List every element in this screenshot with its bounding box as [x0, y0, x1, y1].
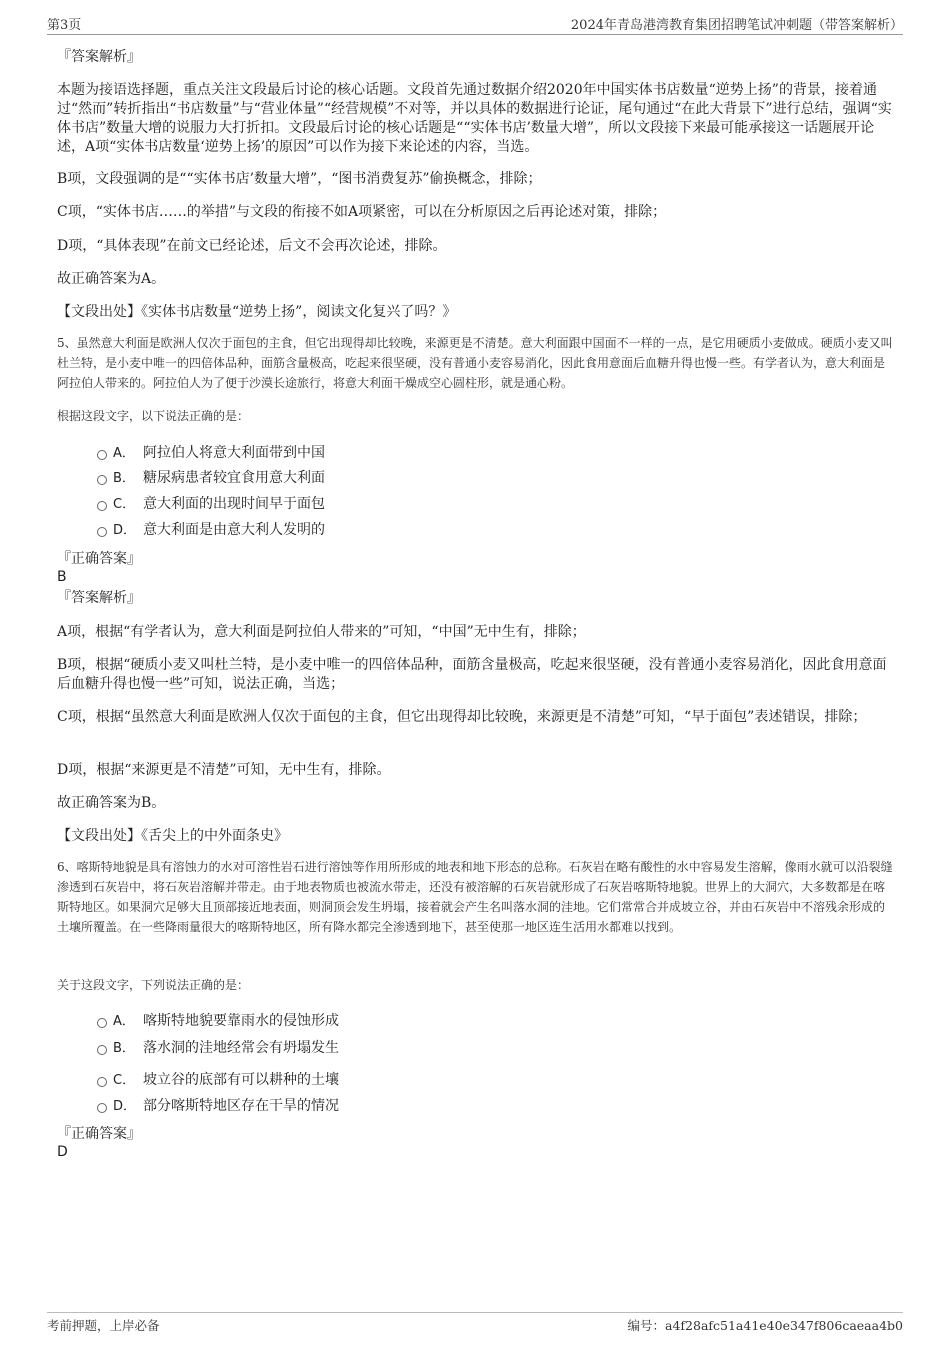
- q4-analysis-b: B项，文段强调的是““实体书店’数量大增”，“图书消费复苏”偷换概念，排除；: [57, 171, 542, 187]
- q5-conclusion: 故正确答案为B。: [57, 795, 166, 811]
- page-footer: [47, 1312, 903, 1336]
- q5-analysis-c: C项，根据“虽然意大利面是欧洲人仅次于面包的主食，但它出现得却比较晚，来源更是不清楚”可知，“早于面包”表述错误，排除；: [57, 709, 867, 725]
- q4-analysis-d: D项，“具体表现”在前文已经论述，后文不会再次论述，排除。: [57, 238, 447, 254]
- q6-option-b[interactable]: B． 落水洞的洼地经常会有坍塌发生: [97, 1038, 339, 1059]
- q5-option-c[interactable]: C． 意大利面的出现时间早于面包: [97, 494, 325, 515]
- q6-answer: D: [57, 1144, 68, 1160]
- q5-option-a[interactable]: A． 阿拉伯人将意大利面带到中国: [97, 443, 325, 464]
- radio-icon[interactable]: [97, 1077, 107, 1087]
- footer-slogan: 考前押题，上岸必备: [47, 1318, 160, 1333]
- radio-icon[interactable]: [97, 1045, 107, 1055]
- radio-icon[interactable]: [97, 527, 107, 537]
- q4-source: 【文段出处】《实体书店数量“逆势上扬”，阅读文化复兴了吗？》: [57, 304, 457, 320]
- q5-option-d[interactable]: D． 意大利面是由意大利人发明的: [97, 520, 325, 541]
- q4-conclusion: 故正确答案为A。: [57, 271, 166, 287]
- q5-answer-label: 『正确答案』: [57, 551, 141, 567]
- radio-icon[interactable]: [97, 450, 107, 460]
- q6-option-c[interactable]: C． 坡立谷的底部有可以耕种的土壤: [97, 1070, 339, 1091]
- q5-analysis-b: B项，根据“硬质小麦又叫杜兰特，是小麦中唯一的四倍体品种，面筋含量极高，吃起来很坚硬，没有普通小麦容易消化，因此食用意面后血糖升得也慢一些”可知，说法正确，当选；: [57, 657, 887, 692]
- q5-option-b[interactable]: B． 糖尿病患者较宜食用意大利面: [97, 468, 325, 489]
- page-number: 第3页: [47, 18, 82, 33]
- q6-option-a[interactable]: A． 喀斯特地貌要靠雨水的侵蚀形成: [97, 1011, 339, 1032]
- q6-passage: 6、喀斯特地貌是具有溶蚀力的水对可溶性岩石进行溶蚀等作用所形成的地表和地下形态的总称。石灰岩在略有酸性的水中容易发生溶解，像雨水就可以沿裂缝渗透到石灰岩中，将石灰岩溶解并带走。由于地表物质也被流水带走，还没有被溶解的石灰岩就形成了石灰岩喀斯特地貌。世界上的大洞穴，大多数都是在喀斯特地区。如果洞穴足够大且顶部接近地表面，则洞顶会发生坍塌，接着就会产生名叫落水洞的洼地。它们常常合并成坡立谷，并由石灰岩中不溶残余形成的土壤所覆盖。在一些降雨量很大的喀斯特地区，所有降水都完全渗透到地下，甚至使那一地区连生活用水都难以找到。: [57, 860, 893, 934]
- radio-icon[interactable]: [97, 1018, 107, 1028]
- radio-icon[interactable]: [97, 501, 107, 511]
- q4-analysis-label: 『答案解析』: [57, 49, 141, 65]
- q5-analysis-d: D项，根据“来源更是不清楚”可知，无中生有，排除。: [57, 762, 391, 778]
- radio-icon[interactable]: [97, 1103, 107, 1113]
- q5-analysis-label: 『答案解析』: [57, 590, 141, 606]
- q5-analysis-a: A项，根据“有学者认为，意大利面是阿拉伯人带来的”可知，“中国”无中生有，排除；: [57, 624, 586, 640]
- q5-answer: B: [57, 569, 67, 585]
- page-header: [47, 14, 903, 35]
- document-title: 2024年青岛港湾教育集团招聘笔试冲刺题（带答案解析）: [570, 18, 903, 33]
- q5-stem: 根据这段文字，以下说法正确的是：: [57, 409, 250, 423]
- q6-option-d[interactable]: D． 部分喀斯特地区存在干旱的情况: [97, 1096, 339, 1117]
- radio-icon[interactable]: [97, 475, 107, 485]
- document-id: 编号：a4f28afc51a41e40e347f806caeaa4b0: [627, 1318, 903, 1333]
- q4-analysis-c: C项，“实体书店……的举措”与文段的衔接不如A项紧密，可以在分析原因之后再论述对策，排除；: [57, 204, 667, 220]
- q4-analysis-main: 本题为接语选择题，重点关注文段最后讨论的核心话题。文段首先通过数据介绍2020年中国实体书店数量“逆势上扬”的背景，接着通过“然而”转折指出“书店数量”与“营业体量”“经营规模”不对等，并以具体的数据进行论证，尾句通过“在此大背景下”进行总结，强调“实体书店”数量大增的说服力大打折扣。文段最后讨论的核心话题是““实体书店’数量大增”，所以文段接下来最可能承接这一话题展开论述，A项“实体书店数量‘逆势上扬’的原因”可以作为接下来论述的内容，当选。: [57, 82, 892, 155]
- q6-stem: 关于这段文字，下列说法正确的是：: [57, 978, 250, 992]
- q6-answer-label: 『正确答案』: [57, 1126, 141, 1142]
- q5-source: 【文段出处】《舌尖上的中外面条史》: [57, 828, 288, 844]
- q5-passage: 5、虽然意大利面是欧洲人仅次于面包的主食，但它出现得却比较晚，来源更是不清楚。意大利面跟中国面不一样的一点，是它用硬质小麦做成。硬质小麦又叫杜兰特，是小麦中唯一的四倍体品种，面筋含量极高，吃起来很坚硬，没有普通小麦容易消化，因此食用意面后血糖升得也慢一些。有学者认为，意大利面是阿拉伯人带来的。阿拉伯人为了便于沙漠长途旅行，将意大利面干燥成空心圆柱形，就是通心粉。: [57, 336, 893, 390]
